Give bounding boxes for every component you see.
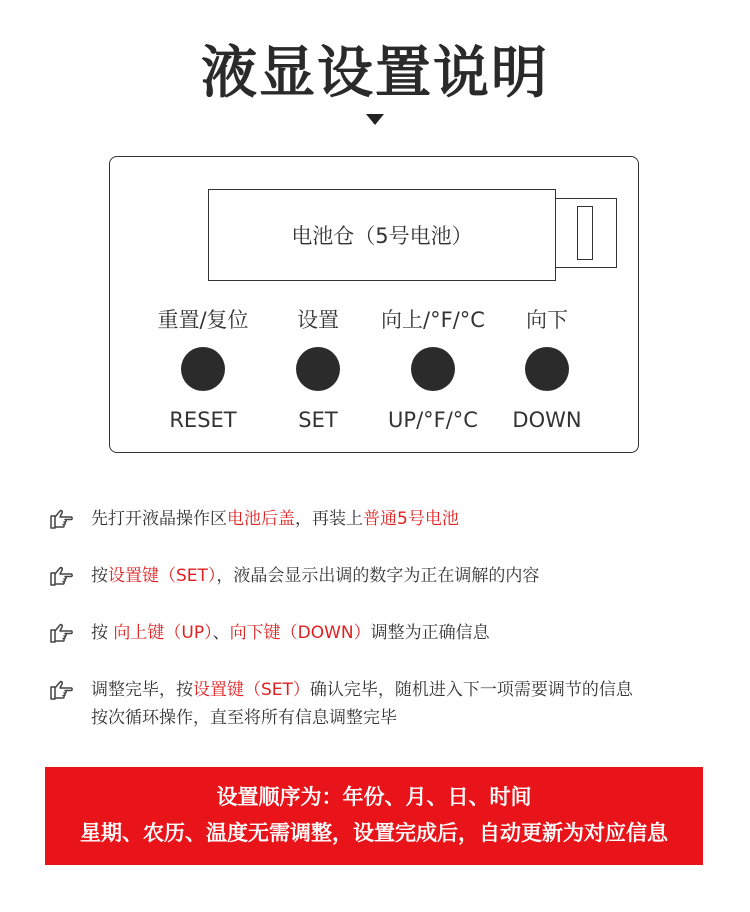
instruction-4-line-2: 按次循环操作，直至将所有信息调整完毕 <box>91 708 397 728</box>
pointing-hand-icon <box>48 507 76 531</box>
instruction-item-1 <box>48 505 728 533</box>
instruction-item-2 <box>48 562 728 590</box>
instruction-item-4 <box>48 676 728 732</box>
button-up-label-en: UP/°F/°C <box>388 408 478 432</box>
instruction-3-seg-1: 按 <box>91 623 114 643</box>
instruction-2-seg-2: 设置键（SET） <box>108 566 217 586</box>
instruction-1-seg-2: 电池后盖 <box>227 509 295 529</box>
instruction-3-seg-2: 向上键（UP） <box>113 623 213 643</box>
caret-down-icon <box>366 114 384 125</box>
instruction-3-seg-3: 、 <box>212 623 230 643</box>
button-reset-label-en: RESET <box>169 408 237 432</box>
button-down-label-en: DOWN <box>512 408 582 432</box>
instruction-text-1 <box>91 505 728 533</box>
banner-line-2: 星期、农历、温度无需调整，设置完成后，自动更新为对应信息 <box>80 821 668 845</box>
instruction-4-seg-3: 确认完毕，随机进入下一项需要调节的信息 <box>309 680 633 700</box>
instruction-text-4 <box>91 676 728 704</box>
battery-label: 电池仓（5号电池） <box>291 224 473 248</box>
instruction-3-seg-5: 调整为正确信息 <box>370 623 490 643</box>
battery-slot <box>577 206 593 260</box>
instruction-item-3 <box>48 619 728 647</box>
instruction-3-seg-4: 向下键（DOWN） <box>229 623 371 643</box>
instruction-1-seg-1: 先打开液晶操作区 <box>91 509 227 529</box>
banner-line-1: 设置顺序为：年份、月、日、时间 <box>216 785 532 809</box>
battery-compartment <box>208 189 556 281</box>
down-button[interactable] <box>525 347 569 391</box>
pointing-hand-icon <box>48 678 76 702</box>
pointing-hand-icon <box>48 564 76 588</box>
instruction-text-2 <box>91 562 728 590</box>
instruction-text-3 <box>91 619 728 647</box>
instruction-2-seg-3: ，液晶会显示出调的数字为正在调解的内容 <box>216 566 540 586</box>
page-title: 液显设置说明 <box>201 41 549 106</box>
reset-button[interactable] <box>181 347 225 391</box>
instruction-1-seg-4: 普通5号电池 <box>363 509 459 529</box>
pointing-hand-icon <box>48 621 76 645</box>
up-button[interactable] <box>411 347 455 391</box>
button-down-label-cn: 向下 <box>526 308 568 332</box>
setting-order-banner <box>45 767 703 865</box>
set-button[interactable] <box>296 347 340 391</box>
button-set-label-en: SET <box>298 408 338 432</box>
instruction-4-seg-1: 调整完毕，按 <box>91 680 193 700</box>
button-set-label-cn: 设置 <box>297 308 339 332</box>
button-down <box>472 300 622 435</box>
instruction-1-seg-3: ，再装上 <box>295 509 363 529</box>
button-up-label-cn: 向上/°F/°C <box>381 308 485 332</box>
button-reset-label-cn: 重置/复位 <box>157 308 249 332</box>
instruction-4-seg-2: 设置键（SET） <box>193 680 310 700</box>
instruction-2-seg-1: 按 <box>91 566 108 586</box>
